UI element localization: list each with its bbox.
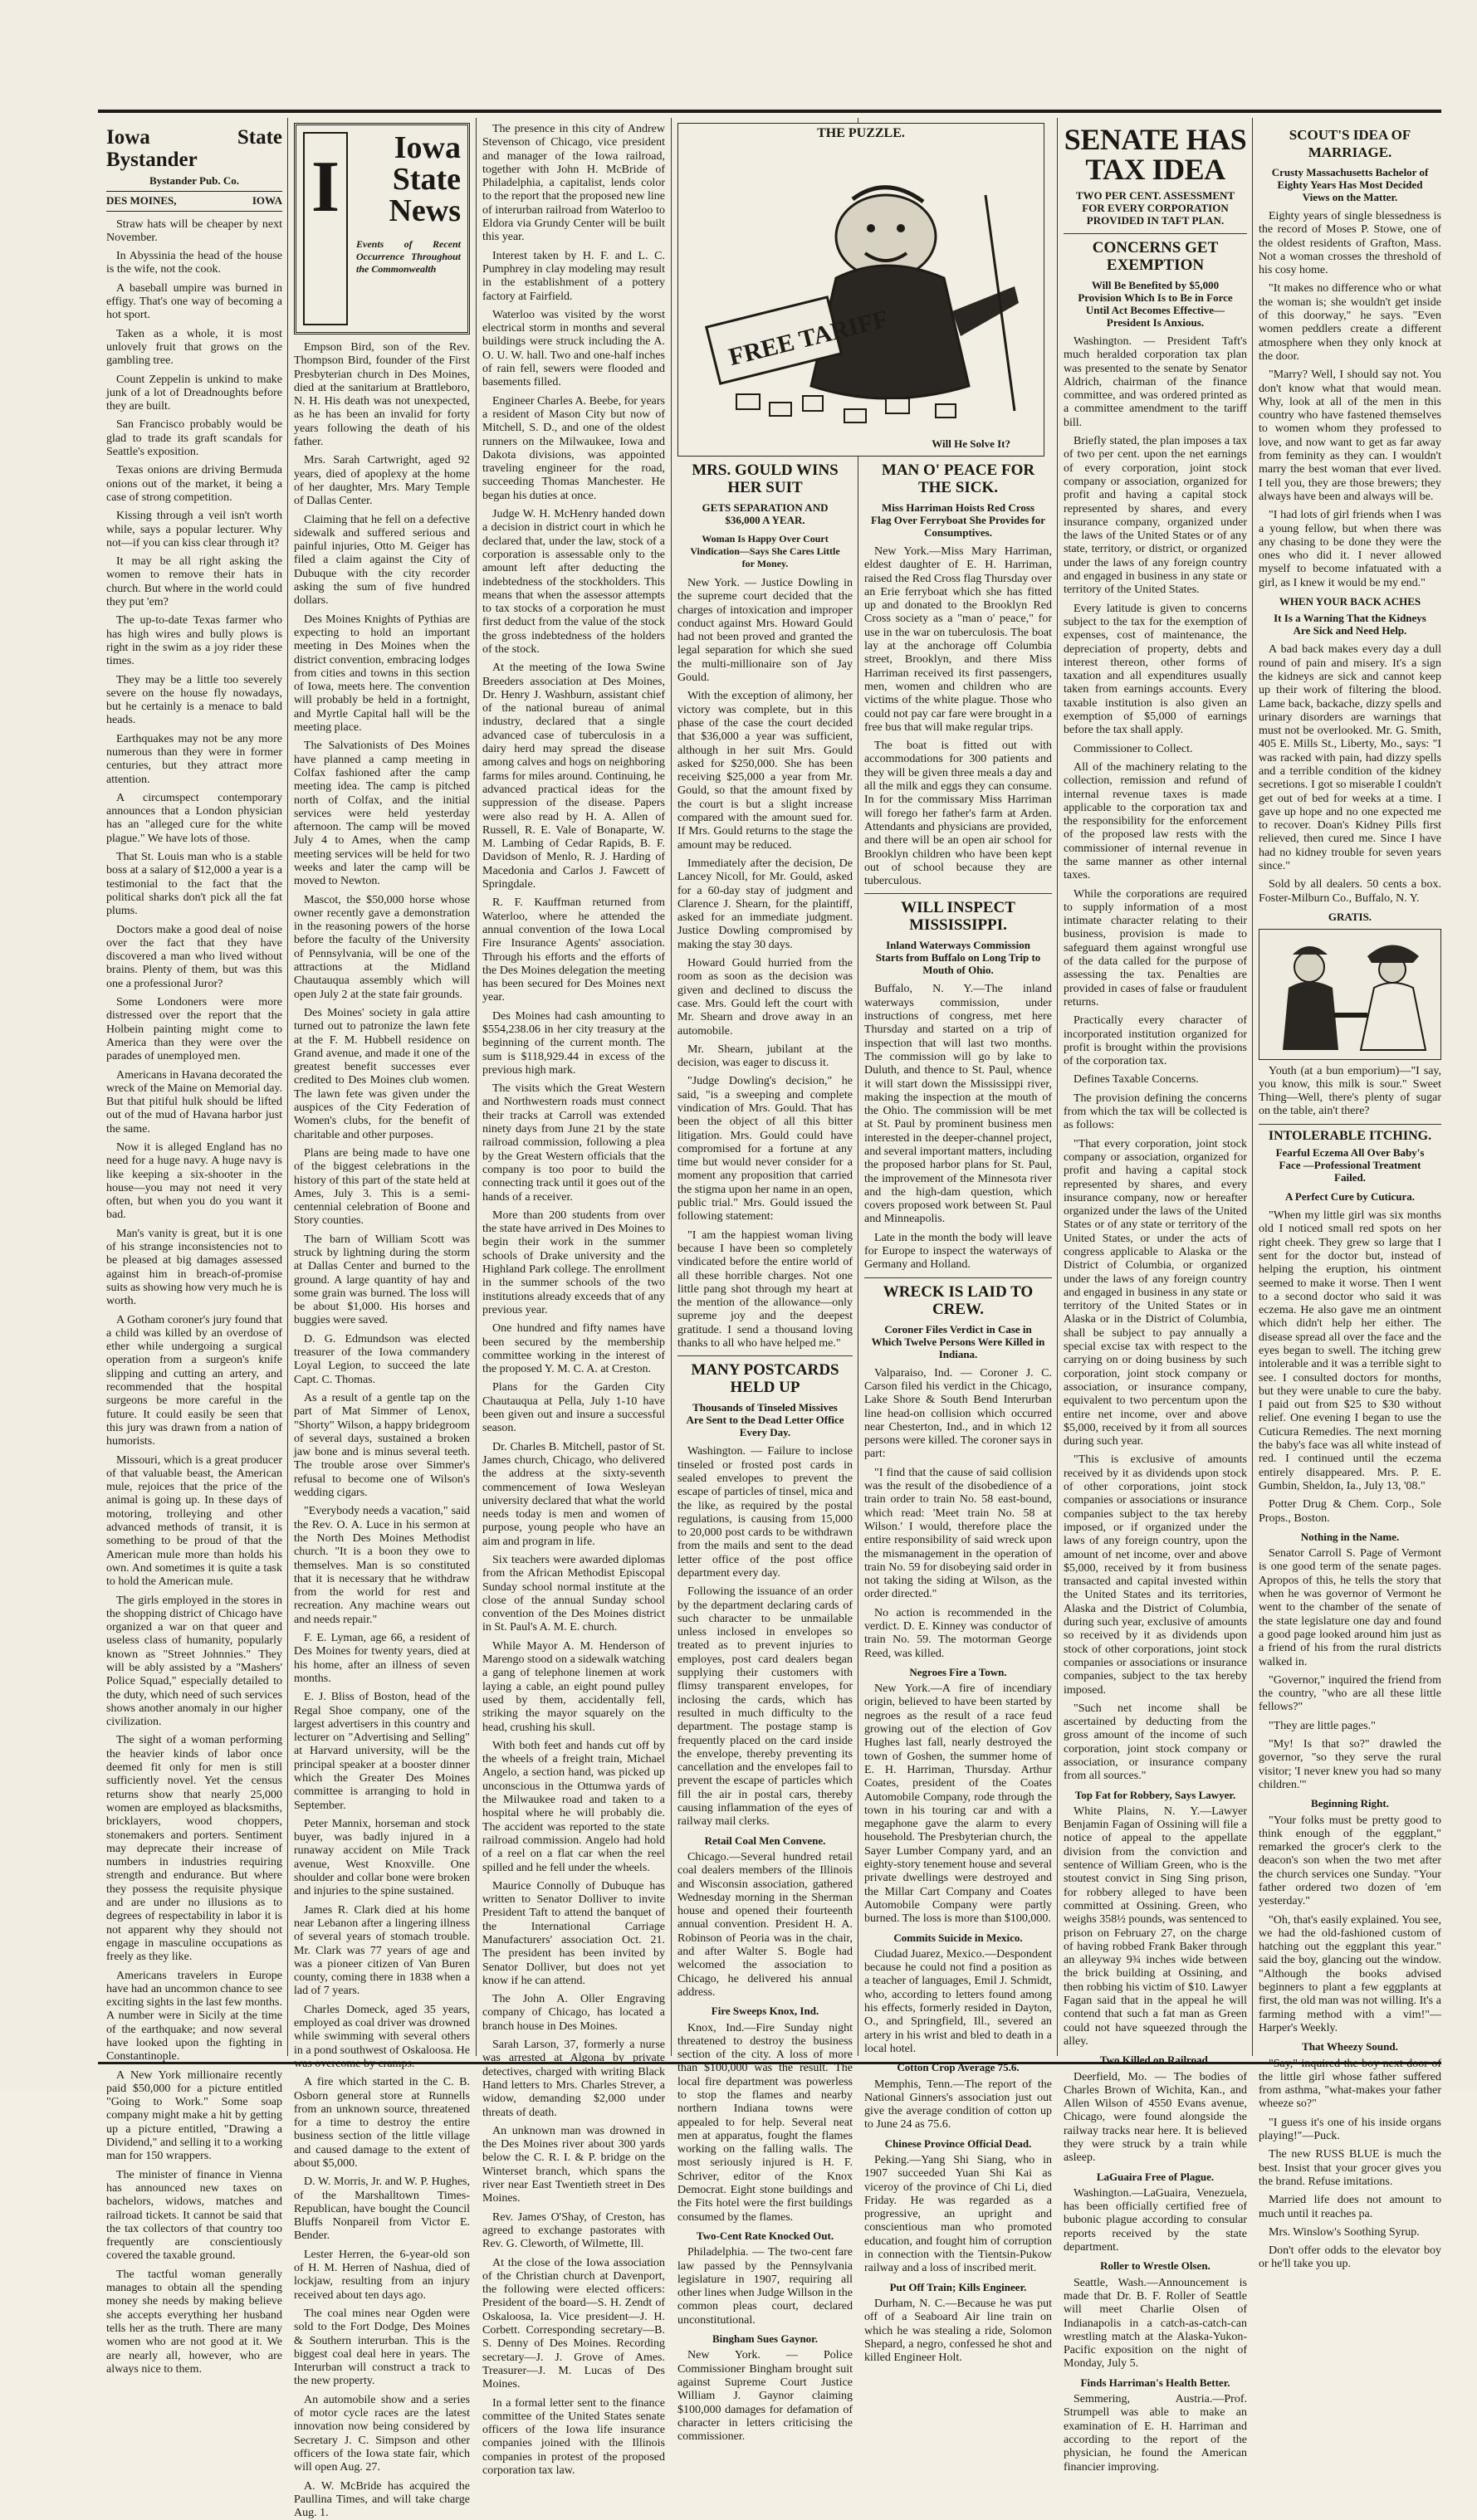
- paragraph: While the corporations are required to supply information of a most intimate character relating to their business, provision is made to safeguard them against wrongful use of the data called for the purpose of assessing the tax. Penalties are provided in cases of false or fraudulent returns.: [1064, 887, 1247, 1008]
- paragraph: Dr. Charles B. Mitchell, pastor of St. James church, Chicago, who delivered the address at the sixty-seventh commencement of Iowa Wesleyan university declared that what the world needs today is men and women of purpose, young people who have an aim and program in life.: [482, 1440, 665, 1548]
- mississippi-article: [864, 983, 1052, 1272]
- cartoon-label: FREE TARIFF: [726, 305, 892, 372]
- paragraph: "Oh, that's easily explained. You see, we had the old-fashioned custom of hatching out the eggplant this year." said the boy, glancing out the window. "Although the books advised beginners to plant a few eggplants at first, the old man was not willing. It's a farming method with a vim!"—Harper's Weekly.: [1259, 1913, 1441, 2034]
- news-briefs: [677, 1834, 853, 2444]
- gould-deck: Woman Is Happy Over Court Vindication—Says She Cares Little for Money.: [690, 533, 840, 569]
- paragraph: One hundred and fifty names have been secured by the membership committee working in the interest of the proposed Y. M. C. A. at Creston.: [482, 1322, 665, 1376]
- masthead-dateline: [106, 191, 282, 211]
- paragraph: Mascot, the $50,000 horse whose owner recently gave a demonstration in the reasoning powers of the horse before the faculty of the University of Pennsylvania, will be one of the attractions at the Midland Chautauqua assembly which will open July 2 at the state fair grounds.: [294, 893, 470, 1001]
- paragraph: Washington. — Failure to inclose tinseled or frosted post cards in sealed envelopes to prevent the escape of particles of tinsel, mica and the like, as required by the postal regulations, is causing from 15,000 to 20,000 post cards to be withdrawn from the mails and sent to the dead letter office of the post office department every day.: [677, 1445, 853, 1580]
- column-6: [1064, 123, 1247, 2474]
- gould-article: [677, 577, 853, 1350]
- brief-headline: Commits Suicide in Mexico.: [893, 1931, 1023, 1944]
- brief-headline: Fire Sweeps Knox, Ind.: [711, 2005, 819, 2018]
- paragraph: Defines Taxable Concerns.: [1074, 1073, 1199, 1087]
- iowa-state-news-box: [294, 123, 470, 335]
- paragraph: Charles Domeck, aged 35 years, employed as coal driver was drowned while swimming with several others in a pond southwest of Oskaloosa. He was overcome by cramps.: [294, 2003, 470, 2070]
- puzzle-cartoon: [677, 123, 1044, 457]
- paragraph: Man's vanity is great, but it is one of his strange inconsistencies not to be pleased at big damages assessed against him in breach-of-promise suits as showing how very much he is worth.: [106, 1227, 282, 1308]
- beginning-article: [1259, 1814, 1441, 2036]
- peace-deck: Miss Harriman Hoists Red Cross Flag Over Ferryboat She Provides for Consumptives.: [871, 501, 1046, 539]
- itching-headline: INTOLERABLE ITCHING.: [1268, 1128, 1432, 1143]
- postcards-deck: Thousands of Tinseled Missives Are Sent to the Dead Letter Office Every Day.: [686, 1401, 844, 1439]
- paragraph: A bad back makes every day a dull round of pain and misery. It's a sign the kidneys are sick and cannot keep up their work of filtering the blood. Lame back, backache, dizzy spells and urinary disorders are warnings that must not be overlooked. Mr. G. Smith, 405 E. Mills St., Liberty, Mo., says: "I was racked with pain, had dizzy spells and a terrible condition of the kidney secretions. I got so miserable I couldn't get out of bed for weeks at a time. I gave up hope and no one expected me to recover. Doan's Kidney Pills first relieved, then cured me. Since I have had no kidney trouble for seven years since.": [1259, 643, 1441, 873]
- paragraph: Married life does not amount to much until it reaches pa.: [1259, 2194, 1441, 2220]
- paragraph: Missouri, which is a great producer of that valuable beast, the American mule, rejoices that the price of the animal is going up. In these days of motoring, trolleying and other advanced methods of transit, it is something to be proud of that the American mule more than holds his own. And sometimes it is quite a task to hold the American mule.: [106, 1453, 282, 1589]
- paragraph: Peter Mannix, horseman and stock buyer, was badly injured in a runaway accident on Mile Track avenue, West Knoxville. One shoulder and collar bone were broken and injuries to the spine sustained.: [294, 1817, 470, 1898]
- paragraph: "Your folks must be pretty good to think enough of the eggplant," remarked the grocer's clerk to the deacon's son when the two met after the church services one Sunday. "Your father ordered two dozen of 'em yesterday.": [1259, 1814, 1441, 1908]
- paragraph: Briefly stated, the plan imposes a tax of two per cent. upon the net earnings of every corporation, joint stock company or association, organized for profit and having a capital stock represented by shares, and every insurance company, organized under the laws of the United States or of any state, territory, or district, or organized under the laws of any foreign country and engaged in business in any state or territory of the United States.: [1064, 435, 1247, 597]
- mississippi-deck: Inland Waterways Commission Starts from Buffalo on Long Trip to Mouth of Ohio.: [875, 939, 1041, 977]
- paragraph: The Salvationists of Des Moines have planned a camp meeting in Colfax fashioned after the camp meeting idea. The camp is pitched north of Colfax, and the initial services were held yesterday afternoon. The camp will be moved July 4 to Ames, when the camp meeting services will be held for two weeks and later the camp will be moved to Newton.: [294, 740, 470, 888]
- wreck-headline: WRECK IS LAID TO CREW.: [883, 1282, 1034, 1318]
- paragraph: An unknown man was drowned in the Des Moines river about 300 yards below the C. R. I. & P. bridge on the Winterset branch, which spans the river near East Twentieth street in Des Moines.: [482, 2124, 665, 2205]
- brief-text: Deerfield, Mo. — The bodies of Charles Brown of Wichita, Kan., and Allen Wilson of 4550 Evans avenue, Chicago, were found alongside the railway tracks near here. It is believed they were struck by a train while asleep.: [1064, 2070, 1247, 2165]
- paragraph: Americans in Havana decorated the wreck of the Maine on Memorial day. But that pitiful hulk should be lifted out of the mud of Havana harbor just the same.: [106, 1068, 282, 1135]
- paragraph: Don't offer odds to the elevator boy or he'll take you up.: [1259, 2244, 1441, 2271]
- paragraph: F. E. Lyman, age 66, a resident of Des Moines for twenty years, died at his home, after an illness of seven months.: [294, 1632, 470, 1685]
- brief-headline: Retail Coal Men Convene.: [704, 1834, 826, 1847]
- tax-subhead: TWO PER CENT. ASSESSMENT FOR EVERY CORPORATION PROVIDED IN TAFT PLAN.: [1075, 189, 1235, 227]
- paragraph: The girls employed in the stores in the shopping district of Chicago have organized a war on that queer and useless class of humanity, popularly known as "Street Johnnies." They will be ably assisted by a "Mashers' Police Squad," especially detailed to the duty, which need of such services shows another anomaly in our higher civilization.: [106, 1594, 282, 1729]
- column-5: [864, 458, 1052, 2392]
- paragraph: Americans travelers in Europe have had an uncommon chance to see exciting sights in the last few months. A number were in Sicily at the time of the earthquake; and now several have looked upon the fighting in Constantinople.: [106, 1969, 282, 2063]
- paragraph: Texas onions are driving Bermuda onions out of the market, it being a case of strong competition.: [106, 464, 282, 504]
- paragraph: As a result of a gentle tap on the part of Mat Simmer of Lenox, "Shorty" Wilson, a happy bridegroom of several days, sustained a broken jaw bone and is minus several teeth. The trouble arose over Simmer's refusal to become one of Wilson's wedding cigars.: [294, 1391, 470, 1500]
- paragraph: R. F. Kauffman returned from Waterloo, where he attended the annual convention of the Iowa Local Fire Insurance Agents' association. Through his efforts and the efforts of the Des Moines delegation the meeting has been secured for Des Moines next year.: [482, 896, 665, 1004]
- paragraph: Lester Herren, the 6-year-old son of H. M. Herren of Nashua, died of lockjaw, resulting from an injury received about ten days ago.: [294, 2248, 470, 2302]
- state-news-paragraphs-continued: [482, 123, 665, 2478]
- cartoon-caption: Will He Solve It?: [932, 437, 1010, 450]
- paragraph: Every latitude is given to concerns subject to the tax for the exemption of expenses, cost of maintenance, the depreciation of property, debts and interest thereon, other forms of taxation and all expenditures usually taken from earnings accounts. Every taxable institution is also given an exemption of $5,000 of earnings before the tax shall apply.: [1064, 602, 1247, 737]
- brief-headline: Bingham Sues Gaynor.: [712, 2332, 819, 2346]
- brief-text: Knox, Ind.—Fire Sunday night threatened to destroy the business section of the city. A loss of more than $100,000 was the result. The local fire department was powerless to stop the flames and nearby northern Indiana towns were appealed to for help. Several neat men at apparatus, fought the flames working on the falling walls. The most seriously injured is H. F. Schriver, editor of the Knox Democrat. Eight stone buildings and the Fits hotel were the first buildings consumed by the flames.: [677, 2021, 853, 2224]
- paragraph: While Mayor A. M. Henderson of Marengo stood on a sidewalk watching a gang of telephone linemen at work laying a cable, an eight pound pulley used by them, accidentally fell, striking the mayor squarely on the head, crushing his skull.: [482, 1639, 665, 1734]
- brief-headline: Negroes Fire a Town.: [909, 1665, 1007, 1678]
- paragraph: Kissing through a veil isn't worth while, says a popular lecturer. Why not—if you can kiss clear through it?: [106, 510, 282, 549]
- paragraph: The up-to-date Texas farmer who has high wires and bully plows is right in the swim as a joy rider these times.: [106, 614, 282, 668]
- brief-text: Memphis, Tenn.—The report of the National Ginners's association just out give the average condition of cotton up to June 24 as 75.6.: [864, 2078, 1052, 2132]
- gratis-illustration: [1259, 929, 1441, 1059]
- paragraph: Doctors make a good deal of noise over the fact that they have discovered a man who lived without brains. Plenty of them, but was this one a professional Juror?: [106, 923, 282, 990]
- editorial-paragraphs: [106, 218, 282, 2377]
- wheezy-headline: That Wheezy Sound.: [1302, 2040, 1398, 2054]
- column-separator: [476, 118, 477, 2056]
- brief-headline: Finds Harriman's Health Better.: [1080, 2376, 1230, 2389]
- paragraph: "Governor," inquired the friend from the country, "who are all these little fellows?": [1259, 1673, 1441, 1714]
- paragraph: "Judge Dowling's decision," he said, "is a sweeping and complete vindication of Mrs. Gould. That has been the object of all this bitter litigation. Mrs. Gould could have compromised for a fortune at any time but would never consider for a moment any proposition that carried the stigma upon her name in an open, public trial." Mrs. Gould issued the following statement:: [677, 1075, 853, 1223]
- exemption-deck: Will Be Benefited by $5,000 Provision Which Is to Be in Force Until Act Becomes Effective—President Is Anxious.: [1078, 279, 1233, 329]
- gratis-caption: Youth (at a bun emporium)—"I say, you know, this milk is sour." Sweet Thing—Well, there's plenty of sugar on the table, ain't there?: [1259, 1064, 1441, 1118]
- paragraph: James R. Clark died at his home near Lebanon after a lingering illness of several years of stomach trouble. Mr. Clark was 77 years of age and was a pioneer citizen of Van Buren county, coming there in 1838 when a lad of 7 years.: [294, 1903, 470, 1998]
- cuticura-headline: A Perfect Cure by Cuticura.: [1284, 1190, 1416, 1204]
- paragraph: Following the issuance of an order by the department declaring cards of such character to be unmailable unless inclosed in envelopes so treated as to prevent injuries to employes, post card dealers began supplying their customers with flimsy transparent envelopes, for inclosing the cards, which has resulted in much difficulty to the department. The postage stamp is frequently placed on the card inside the envelope, thereby preventing its cancellation and the envelopes fail to prevent the escape of particles which fill the air in postal cars, thereby causing inflammation of the eyes of railway mail clerks.: [677, 1585, 853, 1829]
- paragraph: Plans are being made to have one of the biggest celebrations in the history of this part of the state held at Ames, July 3. This is a semi-centennial celebration of Boone and Story counties.: [294, 1146, 470, 1228]
- scout-deck: Crusty Massachusetts Bachelor of Eighty Years Has Most Decided Views on the Matter.: [1271, 166, 1429, 203]
- paragraph: Count Zeppelin is unkind to make junk of a lot of Dreadnoughts before they are built.: [106, 373, 282, 413]
- paragraph: Sarah Larson, 37, formerly a nurse was arrested at Algona by private detectives, charged with writing Black Hand letters to Mrs. Charles Strever, a widow, demanding $2,000 under threats of death.: [482, 2039, 665, 2119]
- postcards-headline: MANY POSTCARDS HELD UP: [691, 1361, 839, 1397]
- paragraph: "This is exclusive of amounts received by it as dividends upon stock of other corporations, joint stock companies or associations or insurance companies subject to the tax hereby imposed, or if organized under the laws of any foreign country, upon the amount of net income, over and above $5,000, received by it from business transacted and capital invested within the United States and its territories, Alaska and the District of Columbia, during such year, exclusive of amounts so received by it as dividends upon stock of other corporations, joint stock companies or associations or insurance companies, subject to the tax hereby imposed.: [1064, 1453, 1247, 1697]
- paragraph: That St. Louis man who is a stable boss at a salary of $12,000 a year is a testimonial to the fact that the political sharks don't pick all the fat plums.: [106, 851, 282, 918]
- brief-text: Seattle, Wash.—Announcement is made that Dr. B. F. Roller of Seattle will meet Charlie Olsen of Indianapolis in a catch-as-catch-can wrestling match at the Alaska-Yukon-Pacific exposition on the night of Monday, July 5.: [1064, 2276, 1247, 2371]
- paragraph: Commissioner to Collect.: [1074, 742, 1193, 755]
- itching-deck: Fearful Eczema All Over Baby's Face —Professional Treatment Failed.: [1275, 1146, 1425, 1184]
- gratis-headline: GRATIS.: [1328, 910, 1372, 923]
- wreck-article: [864, 1367, 1052, 1661]
- paragraph: The sight of a woman performing the heavier kinds of labor once deemed fit only for men is still sufficiently novel. Yet the census returns show that nearly 25,000 women are employed as blacksmiths, bricklayers, wood choppers, stonemakers and porters. Sentiment may deprecate their increase of numbers in industries requiring strength and endurance. But where they possess the requisite physique and are under no illusions as to degrees of respectability in labor it is not apparent why they should not engage in masculine occupations as freely as they like.: [106, 1734, 282, 1964]
- brief-text: Philadelphia. — The two-cent fare law passed by the Pennsylvania legislature in 1907, requiring all other lines when Judge Willson in the common pleas court, declared unconstitutional.: [677, 2246, 853, 2327]
- scout-article: [1259, 210, 1441, 590]
- paragraph: D. W. Morris, Jr. and W. P. Hughes, of the Marshalltown Times-Republican, have bought the Council Bluffs Nonpareil from Victor E. Bender.: [294, 2176, 470, 2243]
- paragraph: An automobile show and a series of motor cycle races are the latest innovation now being considered by Secretary J. C. Simpson and other officers of the Iowa state fair, which will open Aug. 27.: [294, 2393, 470, 2474]
- paragraph: Des Moines' society in gala attire turned out to patronize the lawn fete at the F. M. Hubbell residence on Grand avenue, and made it one of the greatest benefit successes ever credited to Des Moines club women. The lawn fete was given under the auspices of the City Federation of Women's clubs, for the benefit of charitable and other purposes.: [294, 1006, 470, 1141]
- brief-headline: Two Killed on Railroad.: [1099, 2054, 1211, 2067]
- brief-text: New York. — Police Commissioner Bingham brought suit against Supreme Court Justice William J. Gaynor claiming $100,000 damages for defamation of character in letters criticising the commissioner.: [677, 2349, 853, 2444]
- paragraph: D. G. Edmundson was elected treasurer of the Iowa commandery Loyal Legion, to succeed the late Capt. C. Thomas.: [294, 1332, 470, 1386]
- peace-article: [864, 545, 1052, 888]
- brief-text: Durham, N. C.—Because he was put off of a Seaboard Air line train on which he was stealing a ride, Solomon Shepard, a negro, confessed he shot and killed Engineer Holt.: [864, 2297, 1052, 2365]
- paragraph: With both feet and hands cut off by the wheels of a freight train, Michael Angelo, a section hand, was picked up unconscious in the Ottumwa yards of the Milwaukee road and taken to a hospital where he will probably die. The accident was reported to the state railroad commission. Angelo had hold of a reel on a flat car when the reel spilled and he fell under the wheels.: [482, 1739, 665, 1874]
- paragraph: Earthquakes may not be any more numerous than they were in former centuries, but they attract more attention.: [106, 732, 282, 786]
- paragraph: "I had lots of girl friends when I was a young fellow, but when there was any chasing to be done they were the ones who did it. I never allowed myself to become infatuated with a girl, as I knew it would be my end.": [1259, 509, 1441, 589]
- masthead-title: Iowa State Bystander: [106, 126, 282, 171]
- paragraph: Six teachers were awarded diplomas from the African Methodist Episcopal Sunday school normal institute at the close of the annual Sunday school convention of the Des Moines district in St. Paul's A. M. E. church.: [482, 1553, 665, 1634]
- brief-text: Peking.—Yang Shi Siang, who in 1907 succeeded Yuan Shi Kai as viceroy of the province of Chi Li, died Friday. He was regarded as a progressive, an upright and conscientious man who promoted education, and fought him of corruption in connection with the Tientsin-Pukow railway and a loss of inscribed merit.: [864, 2153, 1052, 2275]
- paragraph: The visits which the Great Western and Northwestern roads must connect their tracks at Carroll was extended ninety days from June 21 by the state railroad commission, following a plea by the Great Western officials that the company is too poor to build the connecting track until it goes out of the hands of a receiver.: [482, 1082, 665, 1204]
- paragraph: Claiming that he fell on a defective sidewalk and suffered serious and painful injuries, Otto M. Geiger has filed a claim against the City of Dubuque with the city recorder asking the sum of five hundred dollars.: [294, 513, 470, 608]
- paragraph: "I guess it's one of his inside organs playing!"—Puck.: [1259, 2116, 1441, 2143]
- masthead-state: IOWA: [252, 194, 282, 208]
- paragraph: Washington. — President Taft's much heralded corporation tax plan was presented to the senate by Senator Aldrich, chairman of the finance committee, and was ordered printed as a committee amendment to the tariff bill.: [1064, 335, 1247, 429]
- backaches-headline: WHEN YOUR BACK ACHES: [1279, 595, 1421, 608]
- scout-headline: SCOUT'S IDEA OF MARRIAGE.: [1289, 127, 1411, 160]
- column-separator: [671, 118, 672, 2056]
- paragraph: Sold by all dealers. 50 cents a box. Foster-Milburn Co., Buffalo, N. Y.: [1259, 878, 1441, 905]
- brief-text: Semmering, Austria.—Prof. Strumpell was able to make an examination of E. H. Harriman and according to the report of the physician, he found the American financier improving.: [1064, 2393, 1247, 2474]
- paragraph: The new RUSS BLUE is much the best. Insist that your grocer gives you the brand. Refuse imitations.: [1259, 2148, 1441, 2188]
- peace-headline: MAN O' PEACE FOR THE SICK.: [881, 462, 1035, 496]
- paragraph: "Marry? Well, I should say not. You don't know what that would mean. Why, look at all of the men in this country who have fastened themselves to women whom they professed to love, and now want to get as far away from feminity as they can. I wouldn't marry the best woman that ever lived. I tell you, they are those brewers; they always have been and always will be.: [1259, 369, 1441, 503]
- paragraph: Some Londoners were more distressed over the report that the Holbein painting might come to America than they were over the parades of unemployed men.: [106, 996, 282, 1063]
- brief-headline: Put Off Train; Kills Engineer.: [889, 2280, 1027, 2293]
- paragraph: More than 200 students from over the state have arrived in Des Moines to begin their work in the summer schools of Drake university and the Highland Park college. The enrollment in the summer schools of the two institutions already exceeds that of any previous year.: [482, 1209, 665, 1316]
- paragraph: "My! Is that so?" drawled the governor, "so they serve the rural visitor; 'I never knew you had so many children.'": [1259, 1738, 1441, 1791]
- paragraph: Waterloo was visited by the worst electrical storm in months and several buildings were struck including the A. O. U. W. hall. Two and one-half inches of rain fell, sewers were flooded and basements filled.: [482, 308, 665, 389]
- small-ads: [1259, 2148, 1441, 2271]
- paragraph: The minister of finance in Vienna has announced new taxes on bachelors, widows, matches and railroad tickets. It cannot be said that the tax collectors of that country too frequently are conscientiously covered the taxable ground.: [106, 2168, 282, 2263]
- paragraph: "I find that the cause of said collision was the result of the disobedience of a train order to train No. 58 east-bound, which read: 'Meet train No. 58 at Wilson.' I would, therefore place the entire responsibility of said wreck upon the mismanagement in the operation of train No. 59 for disobeying said order in not taking the siding at Wilson, as the order directed.": [864, 1466, 1052, 1601]
- paragraph: At the close of the Iowa association of the Christian church at Davenport, the following were elected officers: President of the board—S. H. Zendt of Oskaloosa, Ia. Vice president—J. H. Corbett. Corresponding secretary—B. S. Denny of Des Moines. Recording secretary—J. J. Grove of Ames. Treasurer—J. M. Lucas of Des Moines.: [482, 2256, 665, 2391]
- top-rule: [98, 110, 1441, 113]
- paragraph: At the meeting of the Iowa Swine Breeders association at Des Moines, Dr. Henry J. Washburn, assistant chief of the national bureau of animal industry, declared that a single advanced case of tuberculosis in a dairy herd may spread the disease among calves and hogs on neighboring farms for miles around. Continuing, he advanced practical ideas for the suppression of the disease. Papers were also read by H. A. Allen of Russell, R. E. Vale of Bonaparte, W. M. Lambing of Cedar Rapids, B. F. Davidson of Menlo, R. J. Harding of Macedonia and Carlos J. Fawcett of Springdale.: [482, 662, 665, 891]
- paragraph: Rev. James O'Shay, of Creston, has agreed to exchange pastorates with Rev. G. Cleworth, of Wilmette, Ill.: [482, 2210, 665, 2251]
- paragraph: "Say," inquired the boy next door of the little girl whose father suffered from asthma, "what-makes your father wheeze so?": [1259, 2057, 1441, 2111]
- wreck-deck: Coroner Files Verdict in Case in Which Twelve Persons Were Killed in Indiana.: [871, 1322, 1045, 1360]
- brief-headline: Roller to Wrestle Olsen.: [1100, 2259, 1210, 2273]
- news-briefs: [1064, 1789, 1247, 2474]
- paragraph: Mr. Shearn, jubilant at the decision, was eager to discuss it.: [677, 1043, 853, 1070]
- paragraph: The provision defining the concerns from which the tax will be collected is as follows:: [1064, 1092, 1247, 1132]
- brief-headline: Top Fat for Robbery, Says Lawyer.: [1074, 1788, 1236, 1801]
- paragraph: San Francisco probably would be glad to trade its graft scandals for Seattle's exposition.: [106, 418, 282, 459]
- column-3: [482, 123, 665, 2477]
- paragraph: The boat is fitted out with accommodations for 300 patients and they will be given three meals a day and all the milk and eggs they can consume. In for the commissary Miss Harriman will forego her father's farm at Arden. Attendants and physicians are provided, and there will be an open air school for Brooklyn children who have been kept out of school because they are tuberculous.: [864, 740, 1052, 888]
- paragraph: Now it is alleged England has no need for a huge navy. A huge navy is like keeping a six-shooter in the house—you may not need it very often, but when you do you want it bad.: [106, 1141, 282, 1222]
- exemption-headline: CONCERNS GET EXEMPTION: [1092, 239, 1219, 274]
- paragraph: New York. — Justice Dowling in the supreme court decided that the charges of intoxication and improper conduct against Mrs. Howard Gould had not been proved and granted the legal separation for which she sued the multi-millionaire son of Jay Gould.: [677, 577, 853, 685]
- paragraph: With the exception of alimony, her victory was complete, but in this phase of the case the court decided that $36,000 a year was sufficient, although in her suit Mrs. Gould asked for $250,000. She has been receiving $25,000 a year from Mr. Gould, so that the amount fixed by the court is but a slight increase compared with the amount sued for. If Mrs. Gould returns to the stage the amount may be reduced.: [677, 690, 853, 852]
- paragraph: They may be a little too severely severe on the house fly nowadays, but he certainly is a menace to bald heads.: [106, 673, 282, 727]
- brief-text: Chicago.—Several hundred retail coal dealers members of the Illinois and Wisconsin association, gathered Wednesday morning in the Sherman house and opened their fourteenth annual convention. President H. A. Robinson of Peoria was in the chair, and after Walter S. Bogle had welcomed the association to Chicago, he delivered his annual address.: [677, 1850, 853, 1999]
- paragraph: The tactful woman generally manages to obtain all the spending money she needs by making believe she accepts everything her husband tells her as the truth. There are many women who are not good at it. We are nearly all, however, who are always nice to them.: [106, 2268, 282, 2376]
- paragraph: Senator Carroll S. Page of Vermont is one good term of the senate pages. Apropos of this, he tells the story that when he was governor of Vermont he went to the chamber of the senate of the state legislature one day and found a good page looked around him just as a friend of his from the rural districts walked in.: [1259, 1547, 1441, 1668]
- paragraph: "When my little girl was six months old I noticed small red spots on her right cheek. They grew so large that I sent for the doctor but, instead of helping the eruption, his ointment seemed to make it worse. Then I went to a second doctor who said it was eczema. He also gave me an ointment which didn't help her either. The disease spread all over the face and the eyes began to swell. The itching grew intolerable and it was a terrible sight to see. I consulted doctors for months, but they were unable to cure the baby. I paid out from $25 to $30 without relief. One evening I began to use the Cuticura Remedies. The next morning the baby's face was all white instead of red. I continued until the eczema entirely disappeared. Mrs. P. E. Gumbin, Sheldon, Ia., July 13, '08.": [1259, 1209, 1441, 1492]
- paragraph: The John A. Oller Engraving company of Chicago, has located a branch house in Des Moines.: [482, 1993, 665, 2033]
- brief-text: New York.—A fire of incendiary origin, believed to have been started by negroes as the result of a race feud growing out of the election of Gov Hughes last fall, nearly destroyed the town of Goshen, the summer home of E. H. Harriman, Thursday. Arthur Coates, president of the Coates Automobile Company, rode through the town in his touring car and with a megaphone gave the alarm to every household. The Presbyterian church, the Sayer Lumber Company yard, and an eighty-story tenement house and several private dwellings were destroyed and the Millar Cart Company and Coates Automobile Company were partly burned. The loss is more than $100,000.: [864, 1682, 1052, 1926]
- paragraph: Interest taken by H. F. and L. C. Pumphrey in clay modeling may result in the establishment of a pottery factory at Fairfield.: [482, 249, 665, 303]
- paragraph: Mrs. Winslow's Soothing Syrup.: [1269, 2225, 1420, 2239]
- paragraph: Immediately after the decision, De Lancey Nicoll, for Mr. Gould, asked for a 60-day stay of judgment and Clarence J. Shearn, for the plaintiff, asked for an immediate judgment. Justice Dowling compromised by making the stay 30 days.: [677, 857, 853, 951]
- paragraph: Plans for the Garden City Chautauqua at Pella, July 1-10 have been given out and insure a successful season.: [482, 1381, 665, 1435]
- masthead-city: DES MOINES,: [106, 194, 177, 208]
- column-separator: [1252, 118, 1253, 2056]
- brief-text: Ciudad Juarez, Mexico.—Despondent because he could not find a position as a teacher of languages, Emil J. Schmidt, who, according to letters found among his effects, formerly resided in Dayton, O., and Springfield, Ill., severed an artery in his wrist and bled to death in a local hotel.: [864, 1947, 1052, 2055]
- column-separator: [287, 118, 288, 2056]
- paragraph: Empson Bird, son of the Rev. Thompson Bird, founder of the First Presbyterian church in Des Moines, died at the sanitarium at Brattleboro, N. H. His death was not unexpected, as he has been an invalid for forty years following the death of his father.: [294, 341, 470, 449]
- paragraph: Maurice Connolly of Dubuque has written to Senator Dolliver to invite President Taft to attend the banquet of the International Carriage Manufacturers' association Oct. 21. The president has been invited by Senator Dolliver, but does not yet know if he can attend.: [482, 1879, 665, 1987]
- senate-pages-article: [1259, 1547, 1441, 1792]
- masthead-publisher: Bystander Pub. Co.: [149, 174, 240, 187]
- gould-headline: MRS. GOULD WINS HER SUIT: [692, 462, 839, 496]
- paragraph: A. W. McBride has acquired the Paullina Times, and will take charge Aug. 1.: [294, 2479, 470, 2520]
- senate-pages-headline: Nothing in the Name.: [1300, 1530, 1400, 1543]
- cuticura-ad: [1259, 1209, 1441, 1526]
- news-title: Iowa State News: [389, 130, 461, 228]
- postcards-article: [677, 1445, 853, 1829]
- backaches-ad: [1259, 643, 1441, 906]
- paragraph: "It makes no difference who or what the woman is; she wouldn't get inside of this doorway," he says. "Even women peddlers create a different atmosphere when they only knock at the door.: [1259, 282, 1441, 363]
- paragraph: The barn of William Scott was struck by lightning during the storm at Dallas Center and burned to the ground. A large quantity of hay and some grain was burned. The loss will be about $1,000. His horses and buggies were saved.: [294, 1233, 470, 1327]
- paragraph: Judge W. H. McHenry handed down a decision in district court in which he declared that, under the law, stock of a corporation is assessable only to the amount left after deducting the indebtedness of the stockholders. This means that when the assessor attempts to tax stocks of a corporation he must first deduct from the value of the stock the gross indebtedness of the holders of the stock.: [482, 508, 665, 656]
- paragraph: Late in the month the body will leave for Europe to inspect the waterways of Germany and Holland.: [864, 1231, 1052, 1272]
- paragraph: New York.—Miss Mary Harriman, eldest daughter of E. H. Harriman, raised the Red Cross flag Thursday over an Erie ferryboat which she has fitted up and donated to the Brooklyn Red Cross society as a "man o' peace," for use in the war on tuberculosis. The boat lay at the anchorage off Columbia street, Brooklyn, and there Miss Harriman received its first passengers, men, women and children who are victims of the white plague. Those who could not pay car fare were brought in a free bus that will make regular trips.: [864, 545, 1052, 734]
- wheezy-article: [1259, 2058, 1441, 2144]
- brief-headline: Two-Cent Rate Knocked Out.: [696, 2229, 834, 2242]
- taft-cartoon-illustration: [687, 145, 1035, 436]
- gould-subhead: GETS SEPARATION AND $36,000 A YEAR.: [702, 501, 829, 526]
- news-initial: I: [303, 132, 348, 325]
- paragraph: No action is recommended in the verdict. D. E. Kinney was conductor of train No. 59. The motorman George Reed, was killed.: [864, 1606, 1052, 1660]
- state-news-paragraphs: [294, 341, 470, 2520]
- beginning-headline: Beginning Right.: [1311, 1797, 1389, 1810]
- column-2: [294, 123, 470, 2520]
- tax-article: [1064, 335, 1247, 1784]
- news-briefs: [864, 1666, 1052, 2366]
- paragraph: A New York millionaire recently paid $50,000 for a picture entitled "Going to Work." Some soap company might make a hit by getting up a picture entitled, "Drawing a Dividend," and selling it to a working man for 150 wrappers.: [106, 2068, 282, 2163]
- paragraph: Straw hats will be cheaper by next November.: [106, 217, 282, 244]
- brief-headline: Chinese Province Official Dead.: [884, 2137, 1032, 2150]
- mississippi-headline: WILL INSPECT MISSISSIPPI.: [901, 899, 1015, 935]
- paragraph: A baseball umpire was burned in effigy. That's one way of becoming a hot sport.: [106, 281, 282, 322]
- paragraph: "That every corporation, joint stock company or association, organized for profit and having a capital stock represented by shares, and every insurance company, now or hereafter organized under the laws of the United States or of any state or territory of the United States, or under the acts of congress applicable to Alaska or the District of Columbia, or organized under the laws of any foreign country and engaged in business in any state or territory of the United States or in Alaska or in the District of Columbia, shall be subject to pay annually a special excise tax with respect to the carrying on or doing business by such corporation, joint stock company or association, or insurance company, equivalent to two percentum upon the entire net income, over and above $5,000, received by it from all sources during such year.: [1064, 1137, 1247, 1448]
- paragraph: "Such net income shall be ascertained by deducting from the gross amount of the income of such corporation, joint stock company or association, or insurance company from all sources.": [1064, 1702, 1247, 1783]
- paragraph: Taken as a whole, it is most unlovely fruit that grows on the gambling tree.: [106, 327, 282, 368]
- column-7: [1259, 123, 1441, 2271]
- paragraph: The coal mines near Ogden were sold to the Fort Dodge, Des Moines & Southern interurban. This is the biggest coal deal here in years. The Interurban will construct a track to the new property.: [294, 2307, 470, 2388]
- paragraph: Potter Drug & Chem. Corp., Sole Props., Boston.: [1259, 1498, 1441, 1525]
- brief-text: White Plains, N. Y.—Lawyer Benjamin Fagan of Ossining will file a notice of appeal to the appellate division from the conviction and sentence of William Green, who is the stoutest convict in Sing Sing prison, for robbery alleged to have been committed at Ossining. Green, who weighs 358½ pounds, was sentenced to prison on February 27, on the charge of having robbed Frank Baker through an alleyway 9¾ inches wide between the brick building at Ossining, and then robbing his victim of $10. Lawyer Fagan said that in the appeal he will contend that such a fat man as Green could not have squeezed through the alley.: [1064, 1805, 1247, 2048]
- paragraph: In a formal letter sent to the finance committee of the United States senate officers of the Iowa life insurance companies joined with the Illinois companies in protest of the proposed corporation tax law.: [482, 2396, 665, 2477]
- column-separator: [1057, 118, 1058, 2056]
- paragraph: "Everybody needs a vacation," said the Rev. O. A. Luce in his sermon at the North Des Moines Methodist church. "It is a boon they owe to themselves. Man is so constituted that it is necessary that he withdraw from the world for rest and recreation. Any machine wears out and needs repair.": [294, 1505, 470, 1626]
- paragraph: Mrs. Sarah Cartwright, aged 92 years, died of apoplexy at the home of her daughter, Mrs. Mary Temple of Dallas Center.: [294, 454, 470, 508]
- paragraph: A Gotham coroner's jury found that a child was killed by an overdose of ether while undergoing a surgical operation from a surgeon's knife slipping and cutting an artery, and recommended that the hospital surgeons be more careful in the future. It could easily be seen that this jury was drawn from a nation of humorists.: [106, 1313, 282, 1448]
- paragraph: A circumspect contemporary announces that a London physician has an "alleged cure for the white plague." We have lots of those.: [106, 791, 282, 845]
- paragraph: In Abyssinia the head of the house is the wife, not the cook.: [106, 250, 282, 276]
- backaches-deck: It Is a Warning That the Kidneys Are Sick and Need Help.: [1274, 612, 1426, 637]
- paragraph: Howard Gould hurried from the room as soon as the decision was given and declined to discuss the case. Mrs. Gould left the court with Mr. Shearn and drove away in an automobile.: [677, 957, 853, 1038]
- paragraph: Practically every character of incorporated institution organized for profit is brought within the provisions of the corporation tax.: [1064, 1014, 1247, 1068]
- paragraph: Buffalo, N. Y.—The inland waterways commission, under instructions of congress, met here Thursday and started on a trip of inspection that will last two months. The commission will go by lake to Duluth, and thence to St. Paul, whence it will start down the Mississippi river, making the inspection at the mouth of the Ohio. The commission will be met at St. Paul by prominent business men interested in the deeper-channel project, and several important matters, including the proposed harbor plans for St. Paul, the improvement of the Minnesota river and the high-dam question, which covers proposed work between St. Paul and Minneapolis.: [864, 983, 1052, 1226]
- cartoon-title: THE PUZZLE.: [817, 126, 905, 140]
- paragraph: E. J. Bliss of Boston, head of the Regal Shoe company, one of the largest advertisers in this country and lecturer on "Advertising and Selling" at Harvard university, will be the principal speaker at a booster dinner which the Greater Des Moines committee is arranging to hold in September.: [294, 1691, 470, 1812]
- column-1: [106, 123, 282, 2376]
- brief-headline: Cotton Crop Average 75.6.: [897, 2061, 1020, 2074]
- paragraph: It may be all right asking the women to remove their hats in church. But where in the world could they put 'em?: [106, 555, 282, 609]
- news-tagline: Events of Recent Occurrence Throughout the Commonwealth: [356, 238, 461, 275]
- paragraph: Des Moines had cash amounting to $554,238.06 in her city treasury at the beginning of the current month. The sum is $118,929.44 in excess of the previous high mark.: [482, 1009, 665, 1077]
- brief-headline: LaGuaira Free of Plague.: [1096, 2170, 1215, 2183]
- paragraph: Engineer Charles A. Beebe, for years a resident of Mason City but now of Mitchell, S. D., and one of the oldest runners on the Milwaukee, Iowa and Dakota divisions, was appointed traveling engineer for the road, succeeding Thomas Manchester. He began his duties at once.: [482, 394, 665, 502]
- paragraph: The presence in this city of Andrew Stevenson of Chicago, vice president and manager of the Iowa railroad, together with John H. McBride of Philadelphia, a capitalist, lends color to the report that the proposed new line of interurban railroad from Waterloo to Eldora via Grundy Center will be built this year.: [482, 123, 665, 244]
- paragraph: Eighty years of single blessedness is the record of Moses P. Stowe, one of the oldest residents of Grafton, Mass. Not a woman crosses the threshold of his cosy home.: [1259, 210, 1441, 277]
- paragraph: Des Moines Knights of Pythias are expecting to hold an important meeting in Des Moines when the district convention, embracing lodges from cities and towns in this section of Iowa, meets here. The convention will probably be held in a fortnight, and Myrtle Capital hall will be the meeting place.: [294, 613, 470, 735]
- brief-text: Washington.—LaGuaira, Venezuela, has been officially certified free of bubonic plague according to consular reports received by the state department.: [1064, 2186, 1247, 2254]
- paragraph: Valparaiso, Ind. — Coroner J. C. Carson filed his verdict in the Chicago, Lake Shore & South Bend Interurban line head-on collision which occurred near Chesterton, Ind., and in which 12 persons were killed. The coroner says in part:: [864, 1366, 1052, 1461]
- tax-headline: SENATE HAS TAX IDEA: [1064, 123, 1247, 186]
- paragraph: "I am the happiest woman living because I have been so completely vindicated before the entire world of all these horrible charges. Not one little pang shot through my heart at the mention of the allowance—only supreme joy and the deepest gratitude. I send a thousand loving thanks to all who have helped me.": [677, 1228, 853, 1350]
- paragraph: All of the machinery relating to the collection, remission and refund of internal revenue taxes is made applicable to the corporation tax and the responsibility for the enforcement of the proposed law rests with the commissioner of internal revenue in the same manner as other internal taxes.: [1064, 760, 1247, 882]
- paragraph: A fire which started in the C. B. Osborn general store at Runnells from an unknown source, threatened for a time to destroy the entire business section of the little village and caused damage to the extent of about $5,000.: [294, 2076, 470, 2170]
- paragraph: "They are little pages.": [1269, 1719, 1376, 1732]
